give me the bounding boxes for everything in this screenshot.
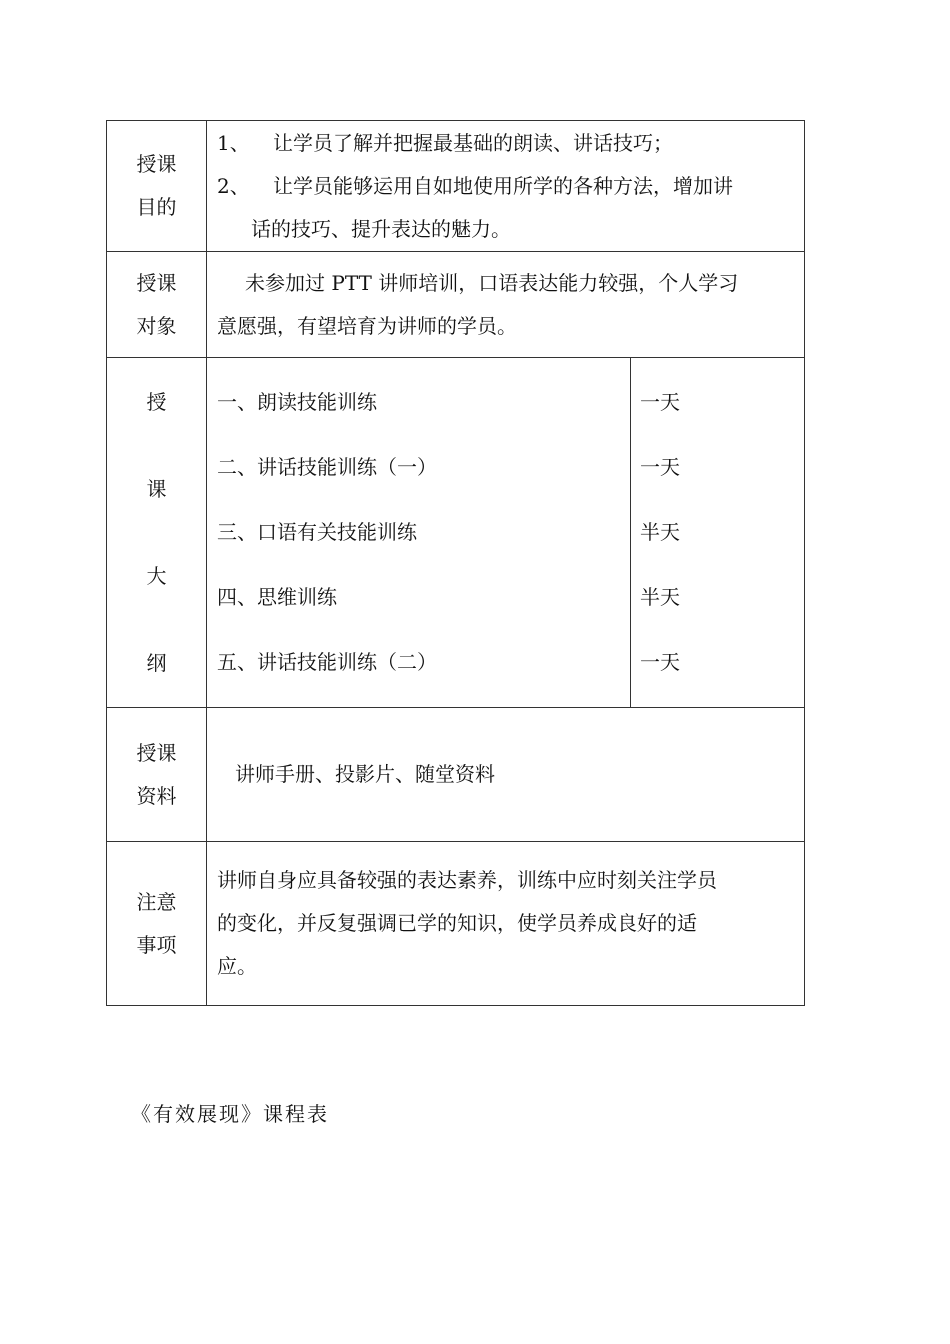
row-outline	[107, 358, 805, 708]
outline-item: 四、思维训练	[217, 585, 337, 609]
outline-duration: 半天	[640, 585, 680, 609]
outline-duration: 一天	[640, 390, 680, 414]
notes-content: 讲师自身应具备较强的表达素养，训练中应时刻关注学员 的变化，并反复强调已学的知识，使学员养成良好的适 应。	[207, 842, 805, 1006]
row-audience	[107, 252, 805, 358]
goal-content	[207, 121, 805, 252]
outline-item: 三、口语有关技能训练	[217, 520, 417, 544]
outline-items	[207, 358, 631, 708]
row-materials	[107, 708, 805, 842]
outline-duration: 半天	[640, 520, 680, 544]
goal-label: 授课 目的	[107, 121, 207, 252]
course-schedule-title: 《有效展现》课程表	[131, 1102, 329, 1126]
row-goal	[107, 121, 805, 252]
outline-item: 一、朗读技能训练	[217, 390, 377, 414]
outline-duration: 一天	[640, 455, 680, 479]
outline-label: 授 课 大 纲	[107, 358, 207, 708]
goal-item: 2、 让学员能够运用自如地使用所学的各种方法，增加讲	[217, 173, 733, 198]
outline-duration: 一天	[640, 650, 680, 674]
goal-item-continuation: 话的技巧、提升表达的魅力。	[251, 216, 511, 241]
goal-item: 1、 让学员了解并把握最基础的朗读、讲话技巧；	[217, 130, 673, 155]
row-notes	[107, 842, 805, 1006]
notes-label: 注意 事项	[107, 842, 207, 1006]
audience-content: 未参加过 PTT 讲师培训，口语表达能力较强，个人学习 意愿强，有望培育为讲师的学员。	[207, 252, 805, 358]
course-table	[106, 120, 805, 1006]
outline-durations	[631, 358, 805, 708]
audience-label: 授课 对象	[107, 252, 207, 358]
materials-label: 授课 资料	[107, 708, 207, 842]
outline-item: 二、讲话技能训练（一）	[217, 455, 437, 479]
materials-content: 讲师手册、投影片、随堂资料	[207, 708, 805, 842]
outline-item: 五、讲话技能训练（二）	[217, 650, 437, 674]
